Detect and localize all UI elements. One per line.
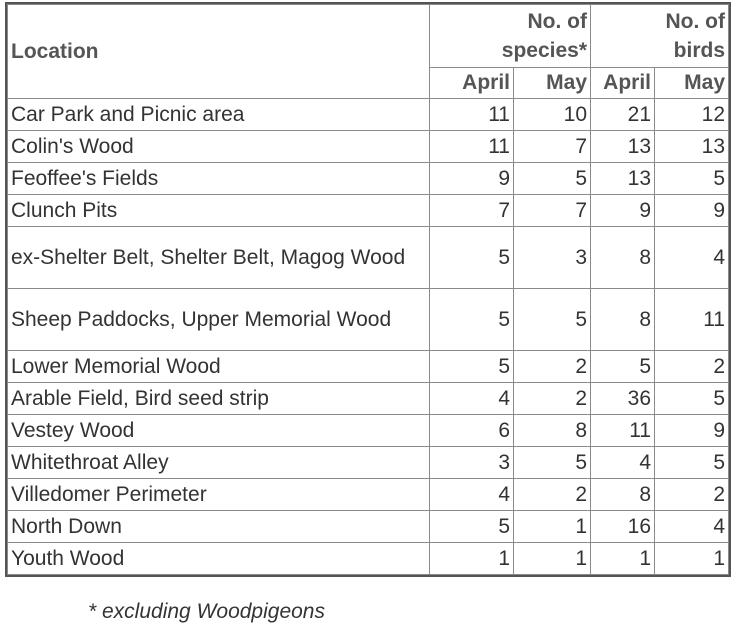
location-cell: Sheep Paddocks, Upper Memorial Wood (8, 289, 430, 351)
location-cell: Colin's Wood (8, 131, 430, 163)
birds-may-cell: 9 (655, 195, 729, 227)
birds-may-cell: 2 (655, 479, 729, 511)
location-cell: Clunch Pits (8, 195, 430, 227)
birds-april-cell: 13 (591, 163, 655, 195)
birds-april-cell: 8 (591, 479, 655, 511)
species-april-cell: 1 (430, 543, 514, 575)
birds-may-cell: 13 (655, 131, 729, 163)
location-cell: Vestey Wood (8, 415, 430, 447)
location-cell: Lower Memorial Wood (8, 351, 430, 383)
species-april-header: April (430, 68, 514, 99)
birds-may-cell: 12 (655, 99, 729, 131)
species-april-cell: 4 (430, 383, 514, 415)
table-row (8, 511, 729, 543)
species-may-cell: 1 (514, 511, 591, 543)
header-row (8, 5, 729, 68)
location-cell: ex-Shelter Belt, Shelter Belt, Magog Wood (8, 227, 430, 289)
birds-april-cell: 13 (591, 131, 655, 163)
species-april-cell: 11 (430, 131, 514, 163)
species-april-cell: 5 (430, 511, 514, 543)
location-cell: Youth Wood (8, 543, 430, 575)
species-may-cell: 8 (514, 415, 591, 447)
table-row (8, 447, 729, 479)
footnote: * excluding Woodpigeons (88, 600, 325, 623)
table-row (8, 415, 729, 447)
birds-april-cell: 8 (591, 289, 655, 351)
location-cell: Villedomer Perimeter (8, 479, 430, 511)
birds-may-cell: 4 (655, 511, 729, 543)
species-may-cell: 10 (514, 99, 591, 131)
table-row (8, 163, 729, 195)
birds-april-header: April (591, 68, 655, 99)
species-april-cell: 7 (430, 195, 514, 227)
birds-april-cell: 36 (591, 383, 655, 415)
species-april-cell: 5 (430, 351, 514, 383)
table-row (8, 131, 729, 163)
species-group-header (430, 5, 591, 68)
birds-april-cell: 4 (591, 447, 655, 479)
birds-may-cell: 4 (655, 227, 729, 289)
species-may-cell: 7 (514, 131, 591, 163)
table-row (8, 227, 729, 289)
bird-survey-table (7, 4, 729, 575)
species-april-cell: 9 (430, 163, 514, 195)
location-cell: Feoffee's Fields (8, 163, 430, 195)
species-may-header: May (514, 68, 591, 99)
birds-april-cell: 9 (591, 195, 655, 227)
species-may-cell: 2 (514, 383, 591, 415)
location-cell: Whitethroat Alley (8, 447, 430, 479)
species-april-cell: 5 (430, 289, 514, 351)
birds-may-cell: 1 (655, 543, 729, 575)
location-header: Location (8, 5, 430, 99)
birds-april-cell: 8 (591, 227, 655, 289)
species-may-cell: 2 (514, 351, 591, 383)
table-row (8, 479, 729, 511)
birds-may-cell: 11 (655, 289, 729, 351)
birds-april-cell: 16 (591, 511, 655, 543)
location-cell: Arable Field, Bird seed strip (8, 383, 430, 415)
species-april-cell: 3 (430, 447, 514, 479)
table-row (8, 351, 729, 383)
table-row (8, 195, 729, 227)
species-may-cell: 2 (514, 479, 591, 511)
birds-april-cell: 11 (591, 415, 655, 447)
birds-may-header: May (655, 68, 729, 99)
species-may-cell: 1 (514, 543, 591, 575)
birds-may-cell: 5 (655, 163, 729, 195)
species-april-cell: 6 (430, 415, 514, 447)
birds-may-cell: 2 (655, 351, 729, 383)
species-may-cell: 5 (514, 447, 591, 479)
species-may-cell: 7 (514, 195, 591, 227)
species-group-label: No. of species* (501, 10, 587, 62)
species-april-cell: 11 (430, 99, 514, 131)
birds-april-cell: 5 (591, 351, 655, 383)
birds-april-cell: 21 (591, 99, 655, 131)
species-april-cell: 4 (430, 479, 514, 511)
birds-group-header (591, 5, 729, 68)
location-cell: North Down (8, 511, 430, 543)
species-april-cell: 5 (430, 227, 514, 289)
species-may-cell: 5 (514, 163, 591, 195)
birds-april-cell: 1 (591, 543, 655, 575)
location-cell: Car Park and Picnic area (8, 99, 430, 131)
table-row (8, 543, 729, 575)
table-row (8, 289, 729, 351)
birds-may-cell: 5 (655, 383, 729, 415)
species-may-cell: 5 (514, 289, 591, 351)
birds-may-cell: 5 (655, 447, 729, 479)
table-row (8, 383, 729, 415)
birds-group-label: No. of birds (665, 10, 725, 62)
birds-may-cell: 9 (655, 415, 729, 447)
species-may-cell: 3 (514, 227, 591, 289)
table-row (8, 99, 729, 131)
